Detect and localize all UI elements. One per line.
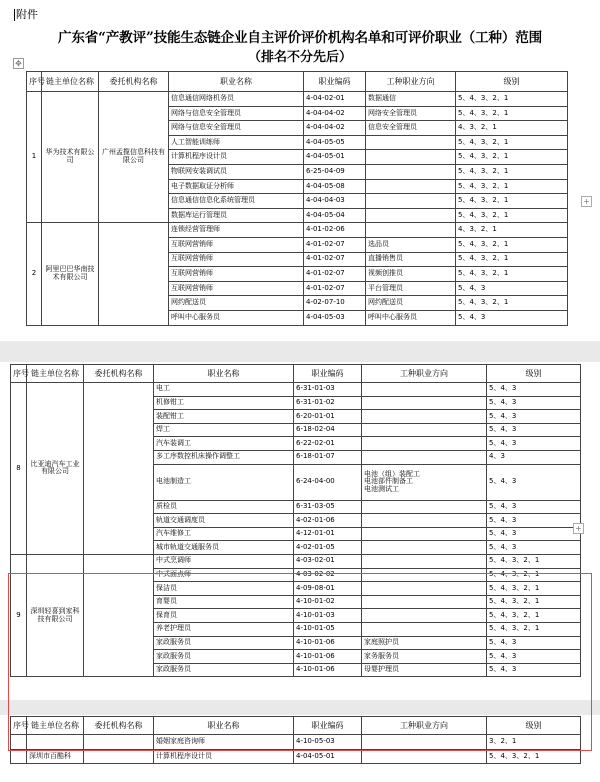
level-cell: 5、4、3、2、1 <box>456 179 568 194</box>
level-cell: 5、4、3 <box>487 437 581 451</box>
column-header: 序号 <box>27 72 42 92</box>
add-column-icon[interactable]: + <box>581 196 592 207</box>
job-direction-cell: 电池（组）装配工 电池部件制备工 电池测试工 <box>362 464 487 500</box>
job-code-cell: 4-01-02-07 <box>304 281 366 296</box>
level-cell: 5、4、3、2、1 <box>456 92 568 107</box>
job-direction-cell: 选品员 <box>366 237 456 252</box>
job-code-cell: 4-04-04-02 <box>304 121 366 136</box>
level-cell: 5、4、3 <box>487 423 581 437</box>
job-code-cell: 4-04-05-01 <box>304 150 366 165</box>
level-cell: 4、3、2、1 <box>456 223 568 238</box>
column-header: 工种职业方向 <box>362 717 487 735</box>
job-name-cell: 机修钳工 <box>154 396 294 410</box>
job-name-cell: 婚姻家庭咨询师 <box>154 735 294 750</box>
job-name-cell: 计算机程序设计员 <box>154 749 294 764</box>
level-cell: 5、4、3、2、1 <box>487 568 581 582</box>
job-code-cell: 6-31-03-05 <box>294 500 362 514</box>
column-header: 委托机构名称 <box>99 72 169 92</box>
table-row <box>27 92 568 107</box>
agency-cell <box>99 223 169 325</box>
level-cell: 5、4、3、2、1 <box>487 609 581 623</box>
job-direction-cell <box>362 410 487 424</box>
job-name-cell: 中式面点师 <box>154 568 294 582</box>
level-cell: 5、4、3、2、1 <box>456 150 568 165</box>
column-header: 链主单位名称 <box>27 365 84 383</box>
job-code-cell: 4-01-02-07 <box>304 267 366 282</box>
level-cell: 5、4、3 <box>487 514 581 528</box>
document-title: 广东省“产教评”技能生态链企业自主评价评价机构名单和可评价职业（工种）范围 <box>57 30 543 46</box>
job-direction-cell <box>362 396 487 410</box>
seq-cell: 1 <box>27 92 42 223</box>
job-name-cell: 互联网营销师 <box>169 252 304 267</box>
column-header: 职业名称 <box>154 365 294 383</box>
job-name-cell: 计算机程序设计员 <box>169 150 304 165</box>
attachment-label: 附件 <box>16 8 38 21</box>
level-cell: 4、3 <box>487 450 581 464</box>
job-name-cell: 养老护理员 <box>154 622 294 636</box>
job-code-cell: 6-18-01-07 <box>294 450 362 464</box>
level-cell: 5、4、3、2、1 <box>456 194 568 209</box>
job-name-cell: 质检员 <box>154 500 294 514</box>
job-direction-cell <box>366 194 456 209</box>
level-cell: 5、4、3、2、1 <box>487 554 581 568</box>
level-cell: 5、4、3、2、1 <box>456 106 568 121</box>
table-header-row <box>11 365 581 383</box>
job-direction-cell <box>362 554 487 568</box>
job-code-cell: 4-02-01-05 <box>294 541 362 555</box>
job-code-cell: 4-10-01-05 <box>294 622 362 636</box>
job-direction-cell: 平台管理员 <box>366 281 456 296</box>
job-name-cell: 汽车装调工 <box>154 437 294 451</box>
job-direction-cell: 网络安全管理员 <box>366 106 456 121</box>
job-code-cell: 4-04-04-02 <box>304 106 366 121</box>
level-cell: 5、4、3、2、1 <box>487 622 581 636</box>
level-cell: 5、4、3 <box>487 650 581 664</box>
evaluation-table-page1 <box>26 71 568 326</box>
column-header: 职业编码 <box>294 717 362 735</box>
level-cell: 5、4、3 <box>487 410 581 424</box>
job-direction-cell: 信息安全管理员 <box>366 121 456 136</box>
column-header: 级别 <box>487 717 581 735</box>
agency-cell: 广州孟揽信息科技有限公司 <box>99 92 169 223</box>
column-header: 级别 <box>487 365 581 383</box>
job-code-cell: 4-10-01-03 <box>294 609 362 623</box>
job-code-cell: 4-01-02-07 <box>304 237 366 252</box>
job-direction-cell <box>362 437 487 451</box>
job-name-cell: 信息通信网络机务员 <box>169 92 304 107</box>
level-cell: 5、4、3 <box>487 663 581 677</box>
job-direction-cell <box>362 383 487 397</box>
level-cell: 4、3、2、1 <box>456 121 568 136</box>
job-name-cell: 育婴员 <box>154 595 294 609</box>
column-header: 工种职业方向 <box>362 365 487 383</box>
job-direction-cell: 母婴护理员 <box>362 663 487 677</box>
job-name-cell: 保育员 <box>154 609 294 623</box>
column-header: 职业名称 <box>154 717 294 735</box>
table-row <box>27 223 568 238</box>
job-direction-cell: 家庭照护员 <box>362 636 487 650</box>
job-direction-cell <box>366 164 456 179</box>
page-gap <box>0 341 600 362</box>
table-row <box>11 749 581 764</box>
seq-cell <box>11 749 27 764</box>
level-cell: 5、4、3 <box>487 396 581 410</box>
job-name-cell: 互联网营销师 <box>169 281 304 296</box>
seq-cell: 9 <box>11 554 27 676</box>
job-code-cell: 4-03-02-01 <box>294 554 362 568</box>
column-header: 委托机构名称 <box>84 717 154 735</box>
job-direction-cell <box>366 150 456 165</box>
level-cell: 5、4、3 <box>487 541 581 555</box>
job-name-cell: 多工序数控机床操作调整工 <box>154 450 294 464</box>
level-cell: 5、4、3、2、1 <box>456 237 568 252</box>
job-direction-cell: 呼叫中心服务员 <box>366 310 456 325</box>
job-direction-cell <box>362 500 487 514</box>
job-name-cell: 互联网营销师 <box>169 237 304 252</box>
add-column-icon[interactable]: + <box>573 523 584 534</box>
job-code-cell: 4-04-05-05 <box>304 135 366 150</box>
job-direction-cell: 直播销售员 <box>366 252 456 267</box>
level-cell: 5、4、3 <box>487 636 581 650</box>
job-code-cell: 4-10-01-02 <box>294 595 362 609</box>
level-cell: 5、4、3、2、1 <box>456 208 568 223</box>
job-name-cell: 电工 <box>154 383 294 397</box>
table-move-handle-icon[interactable]: ✥ <box>13 58 24 69</box>
column-header: 序号 <box>11 365 27 383</box>
column-header: 工种职业方向 <box>366 72 456 92</box>
job-name-cell: 呼叫中心服务员 <box>169 310 304 325</box>
job-code-cell: 4-01-02-07 <box>304 252 366 267</box>
chain-company-cell: 深圳市百酷科 <box>27 749 84 764</box>
job-code-cell: 4-12-01-01 <box>294 527 362 541</box>
job-direction-cell <box>366 208 456 223</box>
level-cell: 5、4、3 <box>487 500 581 514</box>
level-cell: 5、4、3、2、1 <box>456 164 568 179</box>
job-code-cell: 6-25-04-09 <box>304 164 366 179</box>
job-name-cell: 保洁员 <box>154 582 294 596</box>
job-code-cell: 4-04-02-01 <box>304 92 366 107</box>
chain-company-cell: 比亚迪汽车工业有限公司 <box>27 383 84 555</box>
job-direction-cell <box>362 423 487 437</box>
level-cell: 5、4、3、2、1 <box>487 749 581 764</box>
job-name-cell: 人工智能训练师 <box>169 135 304 150</box>
column-header: 职业名称 <box>169 72 304 92</box>
seq-cell: 8 <box>11 383 27 555</box>
job-direction-cell <box>366 223 456 238</box>
job-name-cell: 电子数据取证分析师 <box>169 179 304 194</box>
job-direction-cell <box>362 514 487 528</box>
column-header: 委托机构名称 <box>84 365 154 383</box>
chain-company-cell: 阿里巴巴华南技术有限公司 <box>42 223 99 325</box>
job-direction-cell <box>362 541 487 555</box>
column-header: 职业编码 <box>294 365 362 383</box>
job-code-cell: 4-04-05-08 <box>304 179 366 194</box>
level-cell: 3、2、1 <box>487 735 581 750</box>
job-code-cell: 4-03-02-02 <box>294 568 362 582</box>
column-header: 级别 <box>456 72 568 92</box>
level-cell: 5、4、3、2、1 <box>456 252 568 267</box>
job-code-cell: 4-10-01-06 <box>294 650 362 664</box>
job-name-cell: 网络与信息安全管理员 <box>169 121 304 136</box>
level-cell: 5、4、3、2、1 <box>487 595 581 609</box>
job-code-cell: 4-01-02-06 <box>304 223 366 238</box>
job-code-cell: 4-02-01-06 <box>294 514 362 528</box>
agency-cell <box>84 749 154 764</box>
level-cell: 5、4、3 <box>487 527 581 541</box>
job-direction-cell: 数据通信 <box>366 92 456 107</box>
job-name-cell: 装配钳工 <box>154 410 294 424</box>
job-name-cell: 中式烹调师 <box>154 554 294 568</box>
chain-company-cell: 华为技术有限公司 <box>42 92 99 223</box>
job-code-cell: 4-09-08-01 <box>294 582 362 596</box>
job-code-cell: 4-04-05-01 <box>294 749 362 764</box>
seq-cell: 2 <box>27 223 42 325</box>
highlight-box <box>8 573 592 751</box>
job-code-cell: 4-04-05-03 <box>304 310 366 325</box>
job-name-cell: 汽车维修工 <box>154 527 294 541</box>
job-name-cell: 家政服务员 <box>154 650 294 664</box>
job-name-cell: 连锁经营管理师 <box>169 223 304 238</box>
document-subtitle: （排名不分先后） <box>247 50 352 65</box>
level-cell: 5、4、3 <box>487 464 581 500</box>
level-cell: 5、4、3 <box>487 383 581 397</box>
column-header: 职业编码 <box>304 72 366 92</box>
job-code-cell: 4-10-01-06 <box>294 663 362 677</box>
job-name-cell: 家政服务员 <box>154 636 294 650</box>
job-code-cell: 6-24-04-00 <box>294 464 362 500</box>
job-name-cell: 轨道交通调度员 <box>154 514 294 528</box>
job-direction-cell: 网约配送员 <box>366 296 456 311</box>
job-direction-cell <box>362 450 487 464</box>
column-header: 链主单位名称 <box>42 72 99 92</box>
job-code-cell: 6-31-01-03 <box>294 383 362 397</box>
column-header: 链主单位名称 <box>27 717 84 735</box>
job-code-cell: 4-04-05-04 <box>304 208 366 223</box>
job-code-cell: 6-22-02-01 <box>294 437 362 451</box>
job-name-cell: 家政服务员 <box>154 663 294 677</box>
chain-company-cell: 深圳轻喜到家科技有限公司 <box>27 554 84 676</box>
level-cell: 5、4、3 <box>456 310 568 325</box>
level-cell: 5、4、3、2、1 <box>487 582 581 596</box>
agency-cell <box>84 383 154 555</box>
job-direction-cell <box>362 749 487 764</box>
job-code-cell: 4-04-04-03 <box>304 194 366 209</box>
job-direction-cell: 视频创推员 <box>366 267 456 282</box>
job-code-cell: 4-10-01-06 <box>294 636 362 650</box>
job-name-cell: 信息通信信息化系统管理员 <box>169 194 304 209</box>
table-row <box>11 383 581 397</box>
table-header-row <box>27 72 568 92</box>
job-name-cell: 城市轨道交通服务员 <box>154 541 294 555</box>
job-name-cell: 物联网安装调试员 <box>169 164 304 179</box>
job-name-cell: 网络与信息安全管理员 <box>169 106 304 121</box>
level-cell: 5、4、3、2、1 <box>456 135 568 150</box>
job-name-cell: 电池制造工 <box>154 464 294 500</box>
column-header: 序号 <box>11 717 27 735</box>
job-code-cell: 6-31-01-02 <box>294 396 362 410</box>
job-name-cell: 网约配送员 <box>169 296 304 311</box>
job-code-cell: 4-02-07-10 <box>304 296 366 311</box>
job-name-cell: 数据库运行管理员 <box>169 208 304 223</box>
job-direction-cell <box>366 179 456 194</box>
job-direction-cell: 家务服务员 <box>362 650 487 664</box>
level-cell: 5、4、3、2、1 <box>456 296 568 311</box>
job-name-cell: 互联网营销师 <box>169 267 304 282</box>
job-code-cell: 6-20-01-01 <box>294 410 362 424</box>
job-code-cell: 6-18-02-04 <box>294 423 362 437</box>
job-direction-cell <box>366 135 456 150</box>
job-name-cell: 焊工 <box>154 423 294 437</box>
level-cell: 5、4、3、2、1 <box>456 267 568 282</box>
level-cell: 5、4、3 <box>456 281 568 296</box>
table-row <box>11 554 581 568</box>
job-direction-cell <box>362 527 487 541</box>
job-code-cell: 4-10-05-03 <box>294 735 362 750</box>
